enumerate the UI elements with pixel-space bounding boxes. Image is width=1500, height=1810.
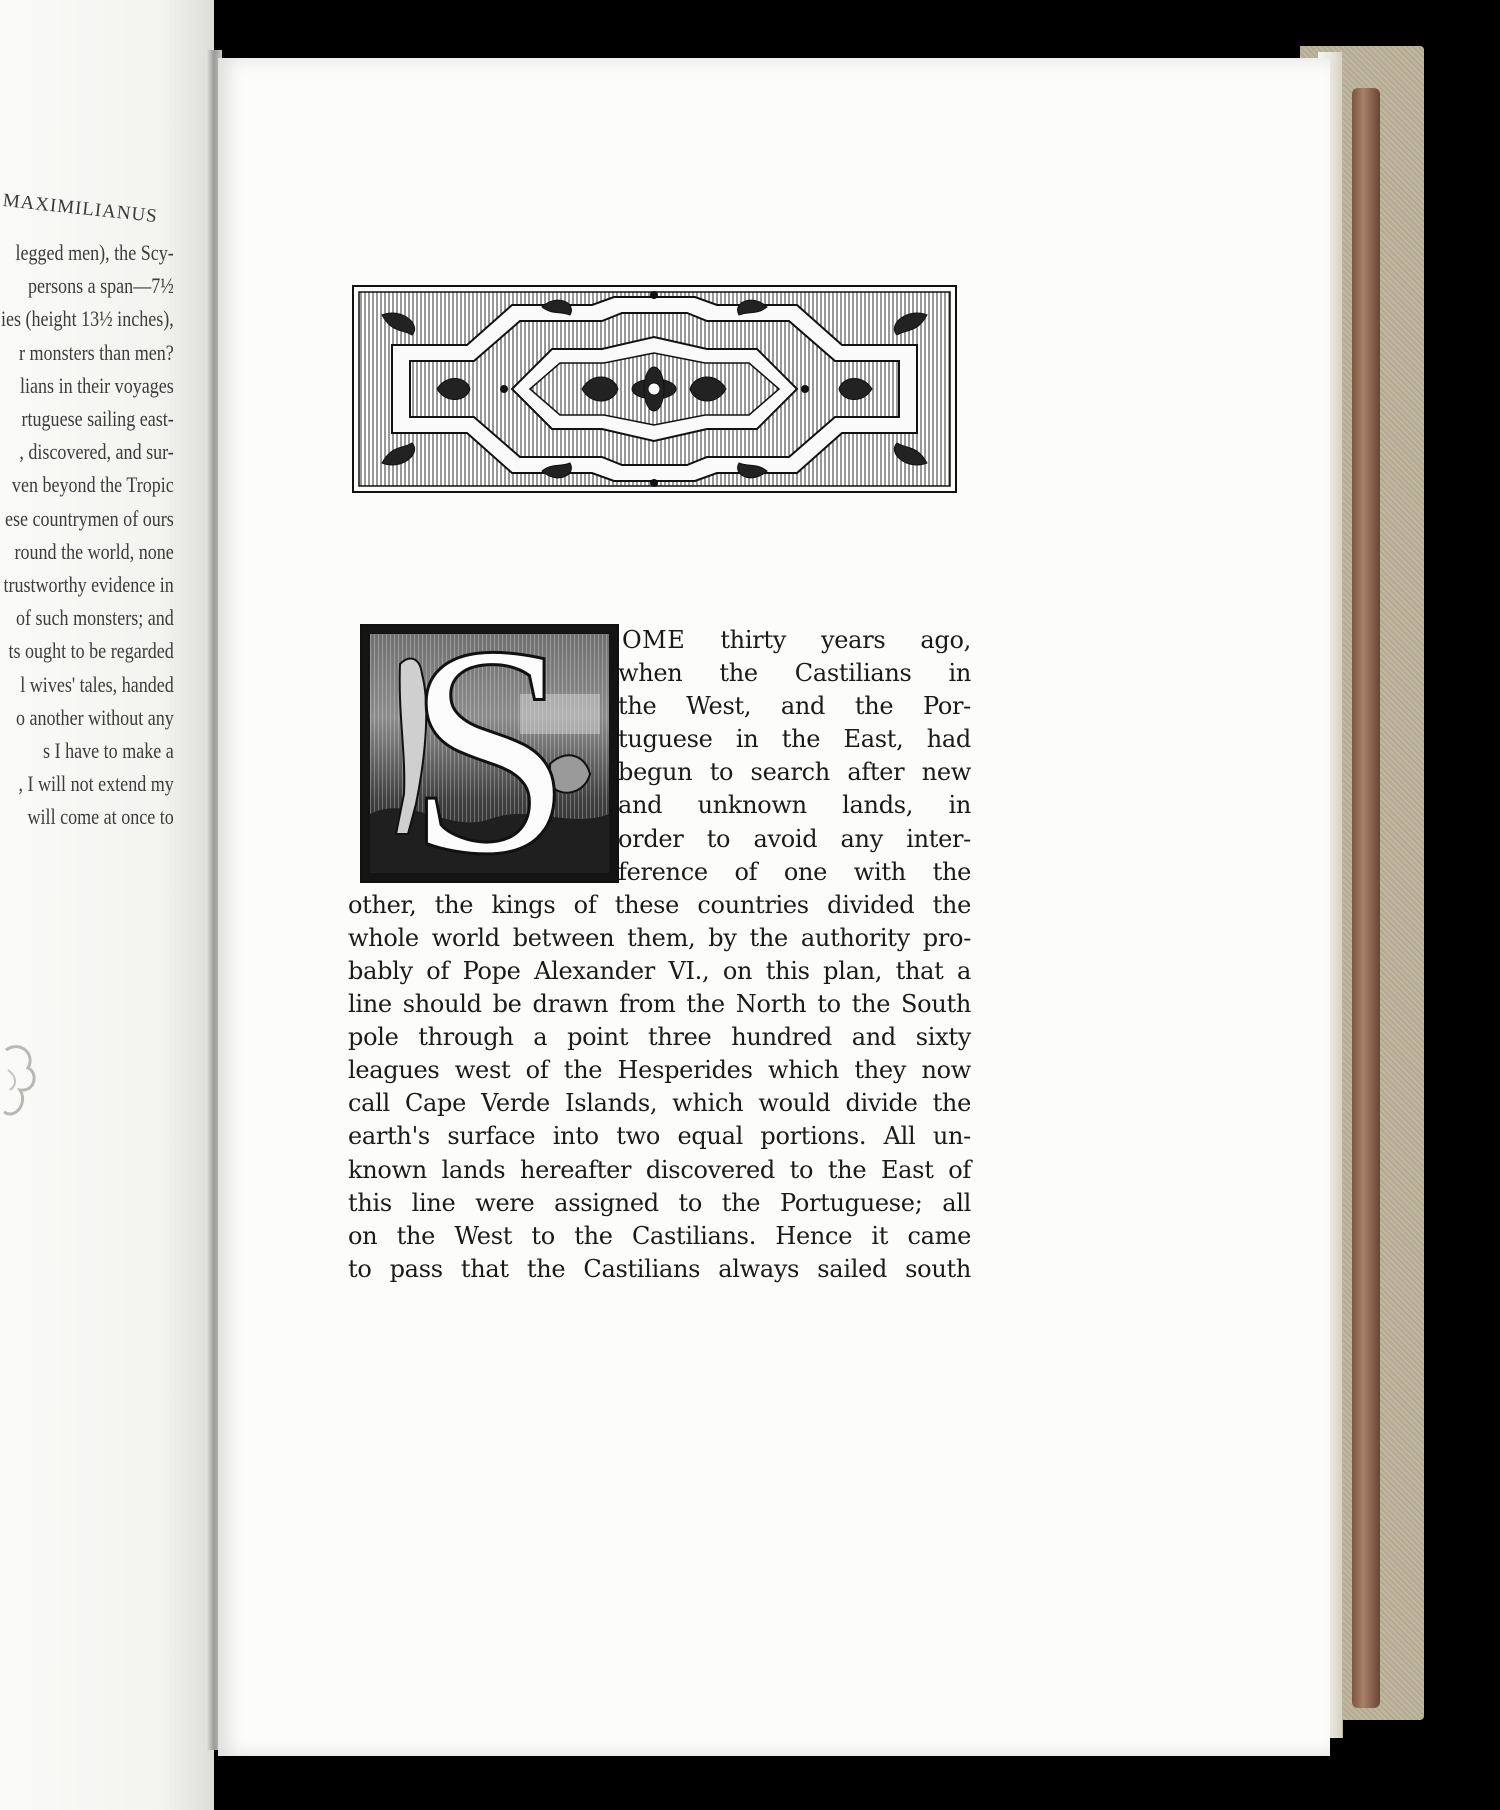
left-line: trustworthy evidence in <box>3 572 175 598</box>
text-line: bably of Pope Alexander VI., on this plan, that a <box>348 956 971 985</box>
text-line: other, the kings of these countries divided the <box>348 890 971 919</box>
left-line: round the world, none <box>14 538 174 564</box>
text-line: on the West to the Castilians. Hence it came <box>348 1221 971 1250</box>
text-line: earth's surface into two equal portions. All un- <box>348 1122 971 1151</box>
left-line: , discovered, and sur- <box>19 439 174 465</box>
text-line: when the Castilians in <box>618 659 971 688</box>
text-line: tuguese in the East, had <box>618 725 971 754</box>
left-line: persons a span—7½ <box>28 273 174 299</box>
left-line: o another without any <box>16 704 174 730</box>
text-line: and unknown lands, in <box>618 791 971 820</box>
left-line: rtuguese sailing east- <box>21 406 174 432</box>
left-line: legged men), the Scy- <box>15 240 174 265</box>
text-line: whole world between them, by the authority pro- <box>348 923 971 952</box>
body-text <box>348 624 971 1286</box>
left-line: , I will not extend my <box>18 771 175 797</box>
left-line: lians in their voyages <box>20 372 174 398</box>
left-line: ven beyond the Tropic <box>12 472 175 498</box>
left-line: of such monsters; and <box>16 605 174 631</box>
left-line: r monsters than men? <box>19 339 175 365</box>
text-line: leagues west of the Hesperides which they now <box>348 1056 971 1085</box>
text-line: begun to search after new <box>618 758 971 787</box>
text-line: this line were assigned to the Portuguese; all <box>348 1188 971 1217</box>
text-line: order to avoid any inter- <box>618 824 971 853</box>
first-word-caps: OME <box>622 626 686 654</box>
ornamental-headpiece <box>352 285 957 493</box>
left-line: l wives' tales, handed <box>20 671 174 697</box>
text-line: pole through a point three hundred and sixty <box>348 1023 971 1052</box>
text-line: ference of one with the <box>618 857 971 886</box>
left-line: ts ought to be regarded <box>8 638 174 664</box>
text-line: OME thirty years ago, <box>622 626 971 654</box>
left-line: ies (height 13½ inches), <box>1 306 174 332</box>
marbled-edge <box>1352 88 1380 1708</box>
left-page-text <box>0 236 174 834</box>
text-line: to pass that the Castilians always sailed south <box>348 1254 971 1283</box>
text-line: known lands hereafter discovered to the East of <box>348 1155 971 1184</box>
text-line: line should be drawn from the North to the South <box>348 990 971 1019</box>
left-line: will come at once to <box>27 804 174 830</box>
left-page <box>0 0 214 1810</box>
text-line: the West, and the Por- <box>618 692 971 721</box>
left-line: s I have to make a <box>43 738 174 764</box>
drop-cap-letter: S <box>406 634 573 873</box>
text-line: call Cape Verde Islands, which would divide the <box>348 1089 971 1118</box>
left-line: ese countrymen of ours <box>5 505 175 531</box>
fleuron-ornament-icon <box>2 1040 42 1130</box>
running-head: MAXIMILIANUS <box>1 190 159 228</box>
